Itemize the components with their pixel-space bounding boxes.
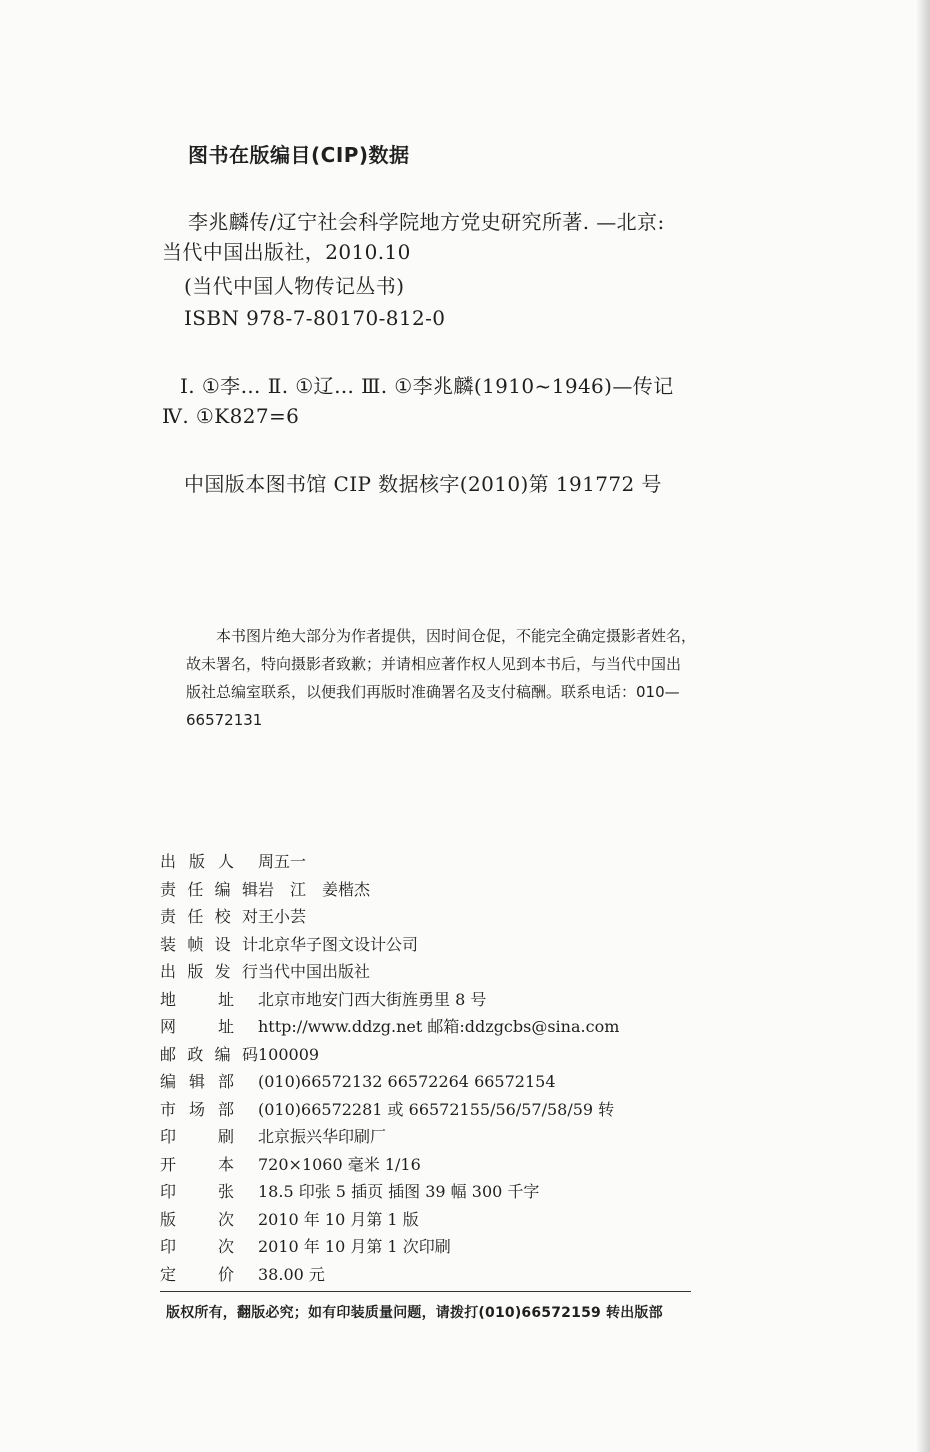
imprint-row xyxy=(160,1096,619,1124)
cip-record-line: (当代中国人物传记丛书) xyxy=(184,274,405,298)
imprint-value: 当代中国出版社 xyxy=(258,962,371,981)
notice-line: 本书图片绝大部分为作者提供，因时间仓促，不能完全确定摄影者姓名， xyxy=(216,627,697,645)
imprint-label: 定 价 xyxy=(160,1264,234,1284)
cip-record-line: 李兆麟传/辽宁社会科学院地方党史研究所著. —北京: xyxy=(188,210,665,234)
notice-line: 版社总编室联系，以便我们再版时准确署名及支付稿酬。联系电话：010— xyxy=(186,683,680,701)
imprint-row xyxy=(160,848,619,876)
imprint-row xyxy=(160,1013,619,1041)
cip-classification-line: Ⅳ. ①K827=6 xyxy=(162,404,300,428)
imprint-value: 720×1060 毫米 1/16 xyxy=(258,1154,421,1174)
imprint-row xyxy=(160,1151,619,1179)
imprint-row xyxy=(160,931,619,959)
imprint-row xyxy=(160,1041,619,1069)
imprint-value: 2010 年 10 月第 1 版 xyxy=(258,1209,419,1229)
imprint-value: 18.5 印张 5 插页 插图 39 幅 300 千字 xyxy=(258,1182,540,1201)
imprint-row xyxy=(160,903,619,931)
imprint-value: 北京市地安门西大街旌勇里 8 号 xyxy=(258,989,487,1009)
notice-line: 66572131 xyxy=(186,711,263,729)
imprint-value: 100009 xyxy=(258,1044,320,1064)
imprint-row xyxy=(160,1233,619,1261)
imprint-value: (010)66572281 或 66572155/56/57/58/59 转 xyxy=(258,1099,615,1119)
photo-credit-notice xyxy=(186,622,771,734)
imprint-value: 北京振兴华印刷厂 xyxy=(258,1127,387,1146)
imprint-value: 38.00 元 xyxy=(258,1264,325,1284)
imprint-table xyxy=(160,848,619,1288)
imprint-row xyxy=(160,986,619,1014)
imprint-value: 周五一 xyxy=(258,852,307,871)
imprint-row xyxy=(160,1068,619,1096)
notice-line: 故未署名，特向摄影者致歉；并请相应著作权人见到本书后，与当代中国出 xyxy=(186,655,682,673)
imprint-value: 2010 年 10 月第 1 次印刷 xyxy=(258,1237,451,1256)
imprint-label: 责 任 编 辑 xyxy=(160,879,258,899)
cip-number: 中国版本图书馆 CIP 数据核字(2010)第 191772 号 xyxy=(184,472,662,496)
imprint-label: 印 张 xyxy=(160,1182,234,1201)
imprint-label: 印 刷 xyxy=(160,1127,234,1146)
imprint-label: 邮 政 编 码 xyxy=(160,1044,258,1064)
imprint-label: 地 址 xyxy=(160,989,234,1009)
imprint-row xyxy=(160,1206,619,1234)
imprint-value: (010)66572132 66572264 66572154 xyxy=(258,1072,556,1091)
imprint-label: 版 次 xyxy=(160,1209,234,1229)
cip-classification-line: Ⅰ. ①李… Ⅱ. ①辽… Ⅲ. ①李兆麟(1910~1946)—传记 xyxy=(180,374,674,398)
rights-notice: 版权所有，翻版必究；如有印装质量问题，请拨打(010)66572159 转出版部 xyxy=(166,1305,663,1321)
cip-record-line: 当代中国出版社，2010.10 xyxy=(162,240,411,264)
imprint-value: 岩 江 姜楷杰 xyxy=(258,879,371,899)
imprint-label: 责 任 校 对 xyxy=(160,907,258,926)
cip-heading: 图书在版编目(CIP)数据 xyxy=(188,143,410,167)
cip-isbn: ISBN 978-7-80170-812-0 xyxy=(184,306,446,330)
imprint-value: 王小芸 xyxy=(258,907,307,926)
imprint-row xyxy=(160,1178,619,1206)
imprint-label: 印 次 xyxy=(160,1237,234,1256)
imprint-row xyxy=(160,958,619,986)
imprint-row xyxy=(160,1123,619,1151)
imprint-label: 编 辑 部 xyxy=(160,1072,234,1091)
imprint-label: 开 本 xyxy=(160,1154,234,1174)
imprint-label: 装 帧 设 计 xyxy=(160,934,258,954)
imprint-value: 北京华子图文设计公司 xyxy=(258,934,419,954)
page-edge-shadow xyxy=(916,0,930,1452)
imprint-label: 网 址 xyxy=(160,1017,234,1036)
imprint-label: 出 版 人 xyxy=(160,852,234,871)
imprint-label: 市 场 部 xyxy=(160,1099,234,1119)
imprint-row xyxy=(160,1261,619,1289)
footer-divider xyxy=(160,1291,691,1292)
imprint-value: http://www.ddzg.net 邮箱:ddzgcbs@sina.com xyxy=(258,1017,620,1036)
imprint-row xyxy=(160,876,619,904)
imprint-label: 出 版 发 行 xyxy=(160,962,258,981)
